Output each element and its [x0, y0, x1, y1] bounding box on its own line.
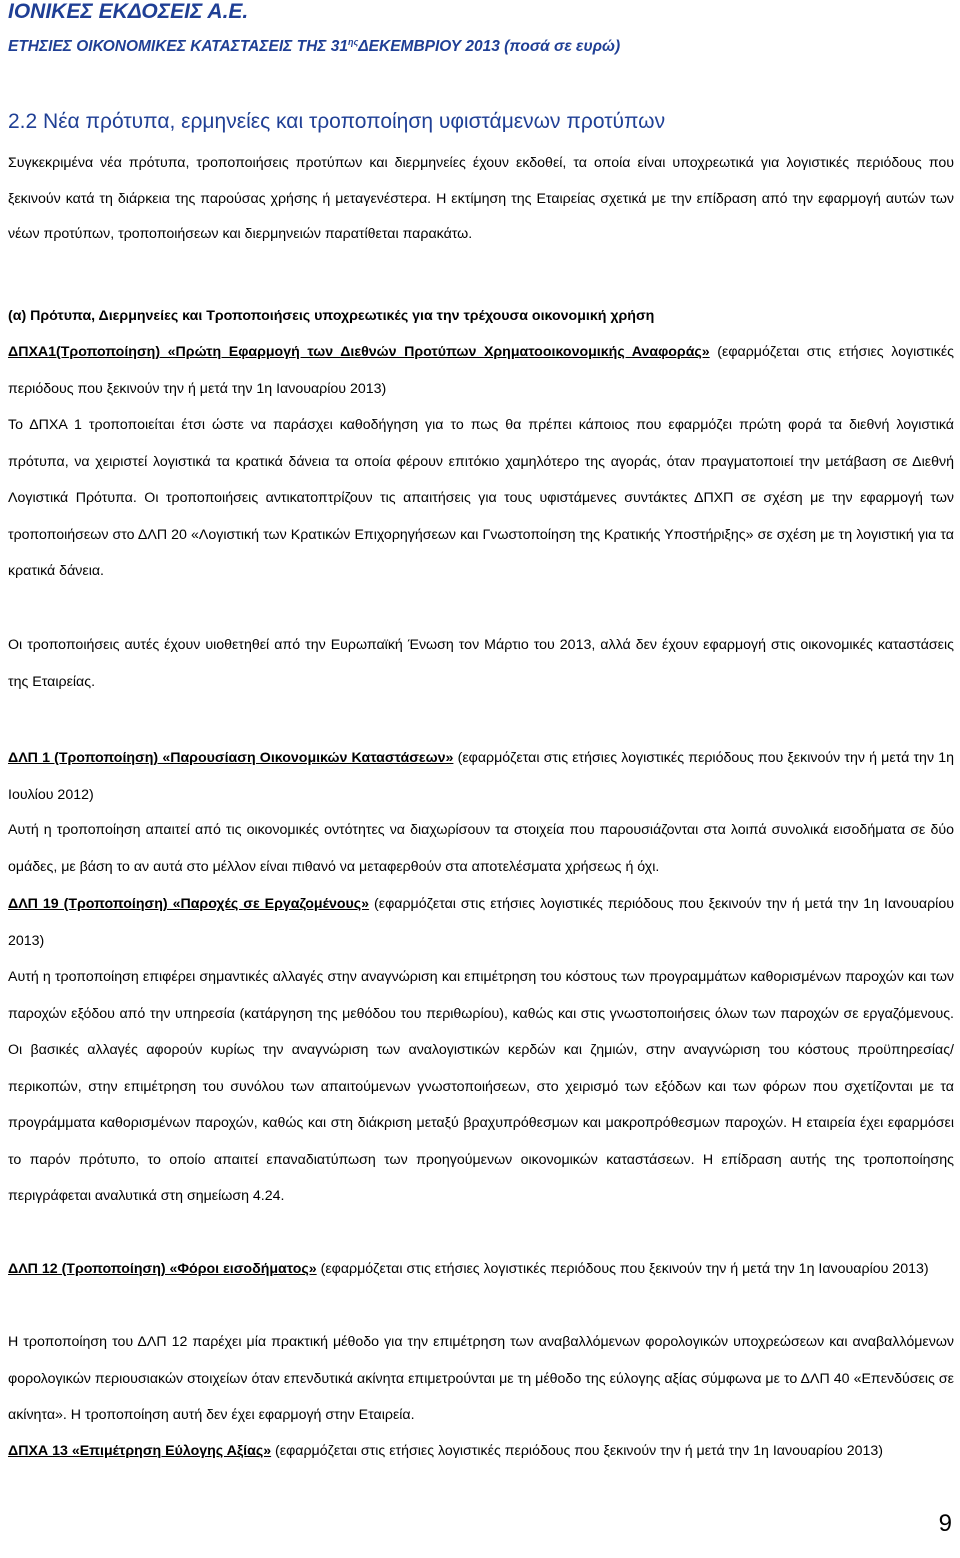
dlp1-heading — [8, 740, 954, 813]
dlp19-heading — [8, 886, 954, 959]
dlp12-body: Η τροποποίηση του ΔΛΠ 12 παρέχει μία πρακτική μέθοδο για την επιμέτρηση των αναβαλλόμενων φορολογικών υποχρεώσεων και αναβαλλόμενων φορολογικών περιουσιακών στοιχείων όταν επενδυτικά ακίνητα επιμετρούνται με τη μέθοδο της εύλογης αξίας σύμφωνα με το ΔΛΠ 40 «Επενδύσεις σε ακίνητα». Η τροποποίηση αυτή δεν έχει εφαρμογή στην Εταιρεία. — [8, 1334, 954, 1423]
intro-paragraph: Συγκεκριμένα νέα πρότυπα, τροποποιήσεις προτύπων και διερμηνείες έχουν εκδοθεί, τα οποία είναι υποχρεωτικά για λογιστικές περιόδους που ξεκινούν κατά τη διάρκεια της παρούσας χρήσης ή μεταγενέστερα. Η εκτίμηση της Εταιρείας σχετικά με την επίδραση από την εφαρμογή αυτών των νέων προτύπων, τροποποιήσεων και διερμηνειών παρατίθεται παρακάτω. — [8, 155, 954, 242]
dlp19-title: ΔΛΠ 19 (Τροποποίηση) «Παροχές σε Εργαζομένους» — [8, 896, 370, 912]
dlp19-body: Αυτή η τροποποίηση επιφέρει σημαντικές αλλαγές στην αναγνώριση και επιμέτρηση του κόστους των προγραμμάτων καθορισμένων παροχών και των παροχών εξόδου από την υπηρεσία (κατάργηση της μεθόδου του περιθωρίου), καθώς και στις γνωστοποιήσεις όλων των παροχών σε εργαζόμενους. Οι βασικές αλλαγές αφορούν κυρίως την αναγνώριση των αναλογιστικών κερδών και ζημιών, στην αναγνώριση του κόστους προϋπηρεσίας/ περικοπών, στην επιμέτρηση του συνόλου των απαιτούμενων γνωστοποιήσεων, στο χειρισμό των εξόδων και των φόρων που σχετίζονται με τα προγράμματα καθορισμένων παροχών, καθώς και στη διάκριση μεταξύ βραχυπρόθεσμων και μακροπρόθεσμων παροχών. Η εταιρεία έχει εφαρμόσει το παρόν πρότυπο, το οποίο απαιτεί επαναδιατύπωση των προηγούμενων οικονομικών καταστάσεων. Η επίδραση αυτής της τροποποίησης περιγράφεται αναλυτικά στη σημείωση 4.24. — [8, 969, 954, 1204]
dpxa1-applies: (εφαρμόζεται στις ετήσιες λογιστικές περιόδους που ξεκινούν την ή μετά την 1η Ιανουαρίου 2013) — [8, 344, 955, 397]
dlp12-applies: (εφαρμόζεται στις ετήσιες λογιστικές περιόδους που ξεκινούν την ή μετά την 1η Ιανουαρίου 2013) — [316, 1261, 929, 1277]
dlp1-title: ΔΛΠ 1 (Τροποποίηση) «Παρουσίαση Οικονομικών Καταστάσεων» — [8, 750, 454, 766]
subtitle-rest: ΔΕΚΕΜΒΡΙΟΥ 2013 (ποσά σε ευρώ) — [358, 38, 621, 55]
dpxa13-title: ΔΠΧΑ 13 «Επιμέτρηση Εύλογης Αξίας» — [8, 1443, 272, 1459]
page-number: 9 — [938, 1510, 952, 1537]
report-subtitle — [8, 37, 954, 56]
dlp12-heading — [8, 1251, 954, 1288]
dlp12-title: ΔΛΠ 12 (Τροποποίηση) «Φόροι εισοδήματος» — [8, 1261, 317, 1277]
subtitle-main: ΕΤΗΣΙΕΣ ΟΙΚΟΝΟΜΙΚΕΣ ΚΑΤΑΣΤΑΣΕΙΣ ΤΗΣ 31 — [8, 38, 348, 55]
subsection-a-heading: (α) Πρότυπα, Διερμηνείες και Τροποποιήσεις υποχρεωτικές για την τρέχουσα οικονομική χρήση — [8, 308, 655, 324]
section-title: 2.2 Νέα πρότυπα, ερμηνείες και τροποποίηση υφιστάμενων προτύπων — [8, 110, 666, 133]
company-name: ΙΟΝΙΚΕΣ ΕΚΔΟΣΕΙΣ Α.Ε. — [8, 0, 249, 23]
dpxa1-body: Το ΔΠΧΑ 1 τροποποιείται έτσι ώστε να παράσχει καθοδήγηση για το πως θα πρέπει κάποιος που εφαρμόζει πρώτη φορά τα διεθνή λογιστικά πρότυπα, να χειριστεί λογιστικά τα κρατικά δάνεια τα οποία φέρουν επιτόκιο χαμηλότερο της αγοράς, όταν πραγματοποιεί την μετάβαση σε Διεθνή Λογιστικά Πρότυπα. Οι τροποποιήσεις αντικατοπτρίζουν τις απαιτήσεις για τους υφιστάμενες συντάκτες ΔΠΧΠ σε σχέση με την εφαρμογή των τροποποιήσεων στο ΔΛΠ 20 «Λογιστική των Κρατικών Επιχορηγήσεων και Γνωστοποίηση της Κρατικής Υποστήριξης» σε σχέση με τη λογιστική για τα κρατικά δάνεια. — [8, 417, 954, 579]
dlp1-body: Αυτή η τροποποίηση απαιτεί από τις οικονομικές οντότητες να διαχωρίσουν τα στοιχεία που παρουσιάζονται στα λοιπά συνολικά εισοδήματα σε δύο ομάδες, με βάση το αν αυτά στο μέλλον είναι πιθανό να μεταφερθούν στα αποτελέσματα χρήσεως ή όχι. — [8, 822, 954, 875]
dpxa13-heading — [8, 1433, 954, 1470]
dlp19-applies: (εφαρμόζεται στις ετήσιες λογιστικές περιόδους που ξεκινούν την ή μετά την 1η Ιανουαρίου 2013) — [8, 896, 954, 949]
subtitle-superscript: ης — [347, 37, 359, 47]
dpxa1-title: ΔΠΧΑ1(Τροποποίηση) «Πρώτη Εφαρμογή των Διεθνών Προτύπων Χρηματοοικονομικής Αναφοράς» — [8, 344, 710, 360]
dpxa13-applies: (εφαρμόζεται στις ετήσιες λογιστικές περιόδους που ξεκινούν την ή μετά την 1η Ιανουαρίου 2013) — [271, 1443, 884, 1459]
dlp1-applies: (εφαρμόζεται στις ετήσιες λογιστικές περιόδους που ξεκινούν την ή μετά την 1η Ιουλίου 2012) — [8, 750, 954, 803]
dpxa1-heading — [8, 334, 954, 407]
dpxa1-note: Οι τροποποιήσεις αυτές έχουν υιοθετηθεί από την Ευρωπαϊκή Ένωση τον Μάρτιο του 2013, αλλά δεν έχουν εφαρμογή στις οικονομικές καταστάσεις της Εταιρείας. — [8, 637, 954, 690]
